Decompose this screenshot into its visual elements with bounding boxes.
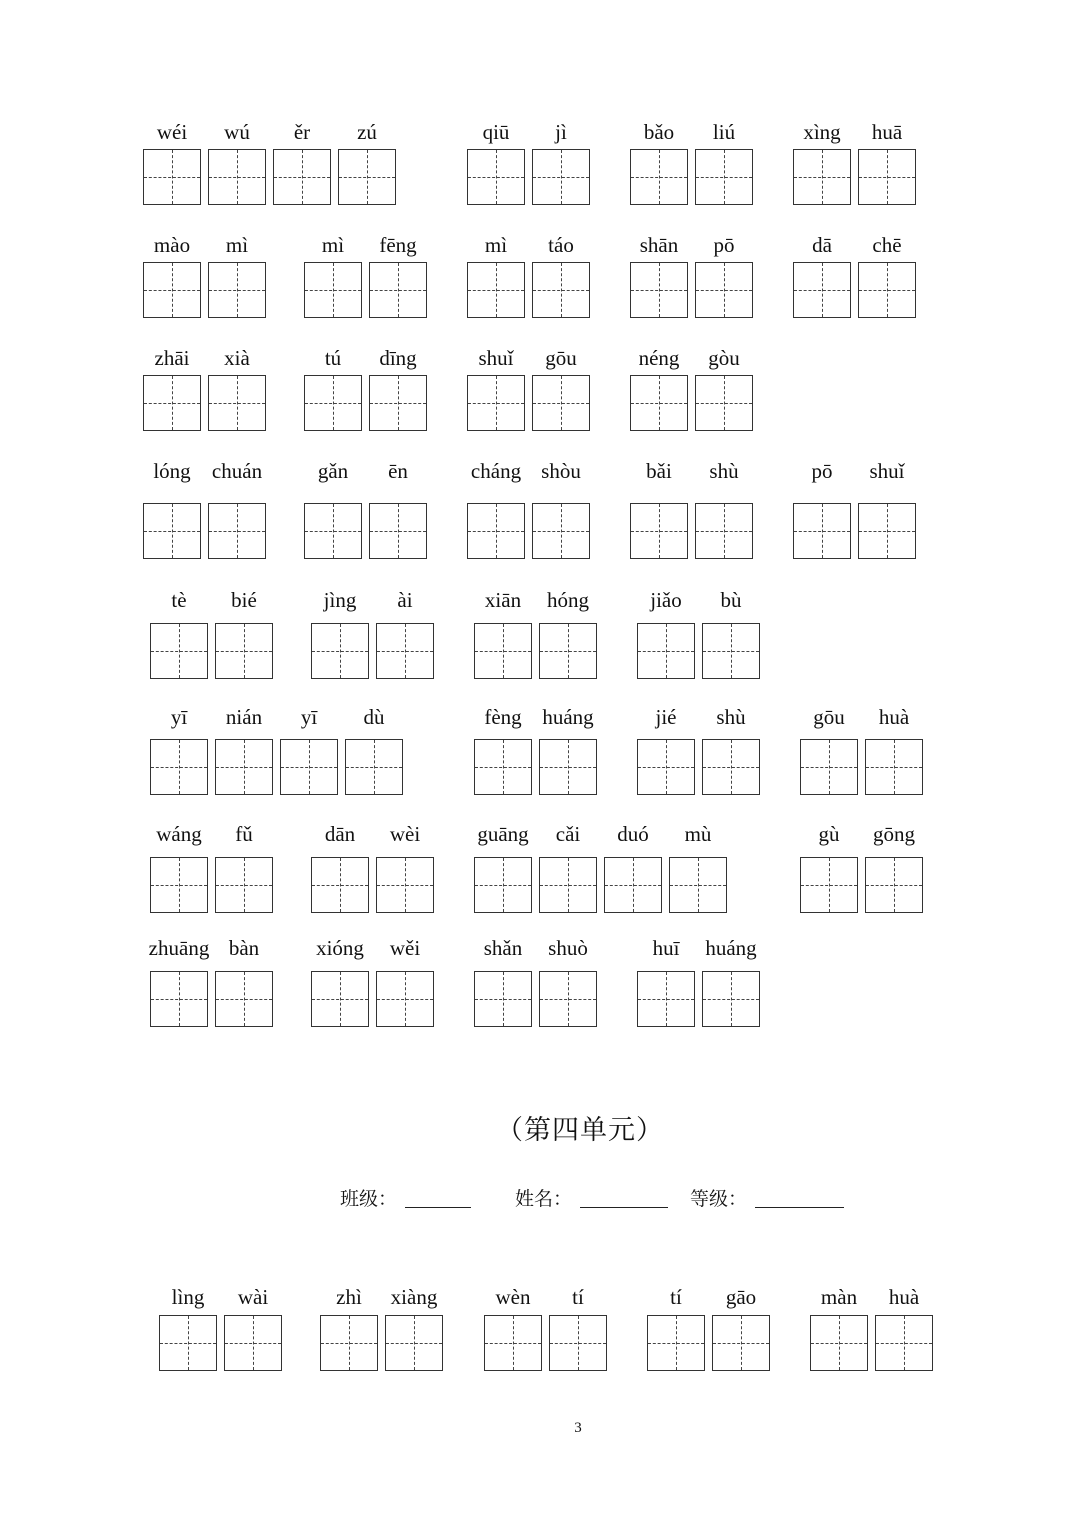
practice-pinyin: gōng [873,822,915,846]
practice-pinyin: shuǐ [478,346,514,370]
practice-writing-box[interactable] [311,971,369,1027]
practice-pinyin: liú [712,120,736,144]
practice-pinyin: gù [818,822,840,846]
practice-pinyin: xiān [484,588,522,612]
practice-pinyin: cǎi [555,822,581,846]
practice-pinyin: qiū [482,120,510,144]
practice-pinyin: shuò [548,936,588,960]
practice-writing-box[interactable] [215,739,273,795]
practice-pinyin: shān [639,233,679,257]
class-label: 班级： [340,1189,398,1210]
practice-writing-box[interactable] [208,375,266,431]
page-number: 3 [574,1420,582,1436]
practice-pinyin: ài [397,588,413,612]
practice-writing-box[interactable] [311,857,369,913]
practice-writing-box[interactable] [858,503,916,559]
unit4-writing-box[interactable] [159,1315,217,1371]
practice-pinyin: shuǐ [869,459,905,483]
practice-writing-box[interactable] [369,375,427,431]
practice-writing-box[interactable] [208,262,266,318]
unit4-pinyin: huà [888,1285,920,1309]
practice-pinyin: gǎn [317,459,349,483]
practice-pinyin: zhuāng [148,936,210,960]
practice-writing-box[interactable] [793,149,851,205]
practice-writing-box[interactable] [273,149,331,205]
practice-pinyin: zú [357,120,377,144]
practice-pinyin: shù [716,705,746,729]
name-field[interactable] [580,1207,668,1208]
practice-pinyin: bié [231,588,257,612]
practice-pinyin: fēng [379,233,417,257]
practice-writing-box[interactable] [304,375,362,431]
practice-pinyin: yī [170,705,188,729]
unit4-pinyin: tí [572,1285,584,1309]
practice-pinyin: chē [872,233,902,257]
practice-pinyin: nián [225,705,263,729]
practice-pinyin: xióng [316,936,364,960]
practice-writing-box[interactable] [215,971,273,1027]
grade-label: 等级： [690,1189,748,1210]
practice-writing-box[interactable] [858,262,916,318]
practice-pinyin: yī [300,705,318,729]
unit4-writing-box[interactable] [647,1315,705,1371]
practice-pinyin: huáng [542,705,594,729]
practice-pinyin: jié [655,705,677,729]
unit4-pinyin: wài [237,1285,269,1309]
practice-pinyin: wú [224,120,250,144]
unit4-writing-box[interactable] [549,1315,607,1371]
practice-pinyin: huà [878,705,910,729]
practice-writing-box[interactable] [150,857,208,913]
practice-pinyin: huáng [705,936,757,960]
practice-pinyin: wáng [156,822,202,846]
practice-writing-box[interactable] [793,262,851,318]
unit4-writing-box[interactable] [385,1315,443,1371]
practice-writing-box[interactable] [215,623,273,679]
practice-pinyin: cháng [470,459,522,483]
practice-pinyin: mì [484,233,508,257]
practice-pinyin: ēn [388,459,408,483]
practice-writing-box[interactable] [637,739,695,795]
unit4-writing-box[interactable] [484,1315,542,1371]
practice-pinyin: ěr [293,120,311,144]
practice-writing-box[interactable] [311,623,369,679]
practice-writing-box[interactable] [539,857,597,913]
practice-writing-box[interactable] [474,623,532,679]
practice-writing-box[interactable] [467,149,525,205]
practice-pinyin: pō [713,233,735,257]
practice-pinyin: néng [638,346,680,370]
practice-writing-box[interactable] [304,503,362,559]
practice-writing-box[interactable] [215,857,273,913]
practice-writing-box[interactable] [695,503,753,559]
practice-writing-box[interactable] [630,262,688,318]
practice-pinyin: zhāi [154,346,190,370]
unit4-writing-box[interactable] [320,1315,378,1371]
practice-pinyin: chuán [211,459,263,483]
practice-pinyin: dān [324,822,356,846]
unit4-pinyin: gāo [725,1285,757,1309]
practice-writing-box[interactable] [532,262,590,318]
practice-pinyin: bǎo [643,120,675,144]
practice-pinyin: táo [548,233,574,257]
practice-writing-box[interactable] [539,971,597,1027]
practice-writing-box[interactable] [376,857,434,913]
practice-writing-box[interactable] [376,623,434,679]
practice-writing-box[interactable] [208,503,266,559]
unit4-pinyin: lìng [171,1285,205,1309]
practice-pinyin: mì [225,233,249,257]
practice-writing-box[interactable] [630,503,688,559]
practice-writing-box[interactable] [637,971,695,1027]
practice-pinyin: jì [555,120,567,144]
practice-writing-box[interactable] [474,739,532,795]
practice-writing-box[interactable] [376,971,434,1027]
practice-pinyin: mào [153,233,191,257]
practice-pinyin: jiǎo [650,588,682,612]
practice-writing-box[interactable] [338,149,396,205]
practice-writing-box[interactable] [150,739,208,795]
unit4-pinyin: wèn [495,1285,531,1309]
practice-pinyin: bù [720,588,742,612]
practice-writing-box[interactable] [865,857,923,913]
practice-pinyin: duó [617,822,649,846]
practice-writing-box[interactable] [150,971,208,1027]
practice-writing-box[interactable] [467,375,525,431]
practice-pinyin: lóng [153,459,191,483]
practice-writing-box[interactable] [143,149,201,205]
practice-pinyin: gòu [708,346,740,370]
practice-pinyin: dīng [379,346,417,370]
practice-writing-box[interactable] [630,149,688,205]
practice-writing-box[interactable] [467,503,525,559]
practice-writing-box[interactable] [532,375,590,431]
practice-pinyin: gōu [545,346,577,370]
practice-pinyin: wèi [389,822,421,846]
practice-pinyin: bǎi [646,459,672,483]
practice-writing-box[interactable] [150,623,208,679]
practice-pinyin: huī [652,936,680,960]
practice-writing-box[interactable] [304,262,362,318]
unit-title: （第四单元） [496,1115,664,1145]
practice-pinyin: wěi [389,936,421,960]
practice-writing-box[interactable] [695,262,753,318]
unit4-writing-box[interactable] [875,1315,933,1371]
practice-pinyin: tú [324,346,342,370]
practice-pinyin: shòu [541,459,581,483]
name-label: 姓名： [515,1189,573,1210]
practice-writing-box[interactable] [800,857,858,913]
practice-writing-box[interactable] [467,262,525,318]
practice-writing-box[interactable] [702,971,760,1027]
practice-pinyin: pō [811,459,833,483]
practice-pinyin: xìng [803,120,841,144]
class-field[interactable] [405,1207,471,1208]
unit4-writing-box[interactable] [712,1315,770,1371]
practice-writing-box[interactable] [695,375,753,431]
practice-writing-box[interactable] [369,262,427,318]
practice-pinyin: tè [171,588,187,612]
practice-pinyin: wéi [156,120,188,144]
practice-writing-box[interactable] [143,503,201,559]
practice-writing-box[interactable] [208,149,266,205]
unit4-pinyin: tí [670,1285,682,1309]
practice-pinyin: fǔ [235,822,253,846]
practice-writing-box[interactable] [800,739,858,795]
practice-writing-box[interactable] [793,503,851,559]
unit4-pinyin: xiàng [390,1285,438,1309]
practice-writing-box[interactable] [143,375,201,431]
practice-pinyin: shù [709,459,739,483]
practice-writing-box[interactable] [702,623,760,679]
practice-pinyin: huā [871,120,903,144]
practice-writing-box[interactable] [858,149,916,205]
practice-writing-box[interactable] [143,262,201,318]
practice-writing-box[interactable] [474,857,532,913]
grade-field[interactable] [755,1207,844,1208]
practice-writing-box[interactable] [702,739,760,795]
practice-writing-box[interactable] [604,857,662,913]
unit4-pinyin: zhì [336,1285,362,1309]
practice-writing-box[interactable] [630,375,688,431]
unit4-pinyin: màn [820,1285,858,1309]
unit4-writing-box[interactable] [224,1315,282,1371]
practice-pinyin: shǎn [483,936,523,960]
practice-writing-box[interactable] [532,149,590,205]
practice-pinyin: dù [363,705,385,729]
practice-writing-box[interactable] [474,971,532,1027]
practice-pinyin: mù [684,822,712,846]
practice-writing-box[interactable] [669,857,727,913]
practice-writing-box[interactable] [532,503,590,559]
practice-pinyin: bàn [228,936,260,960]
practice-pinyin: xià [224,346,250,370]
practice-writing-box[interactable] [539,623,597,679]
unit4-writing-box[interactable] [810,1315,868,1371]
practice-writing-box[interactable] [345,739,403,795]
practice-pinyin: gōu [813,705,845,729]
practice-writing-box[interactable] [539,739,597,795]
practice-pinyin: jìng [323,588,357,612]
practice-writing-box[interactable] [695,149,753,205]
practice-pinyin: fèng [484,705,522,729]
practice-writing-box[interactable] [369,503,427,559]
practice-writing-box[interactable] [865,739,923,795]
practice-pinyin: guāng [477,822,529,846]
practice-writing-box[interactable] [637,623,695,679]
practice-pinyin: hóng [547,588,589,612]
practice-pinyin: dā [812,233,832,257]
practice-writing-box[interactable] [280,739,338,795]
practice-pinyin: mì [321,233,345,257]
